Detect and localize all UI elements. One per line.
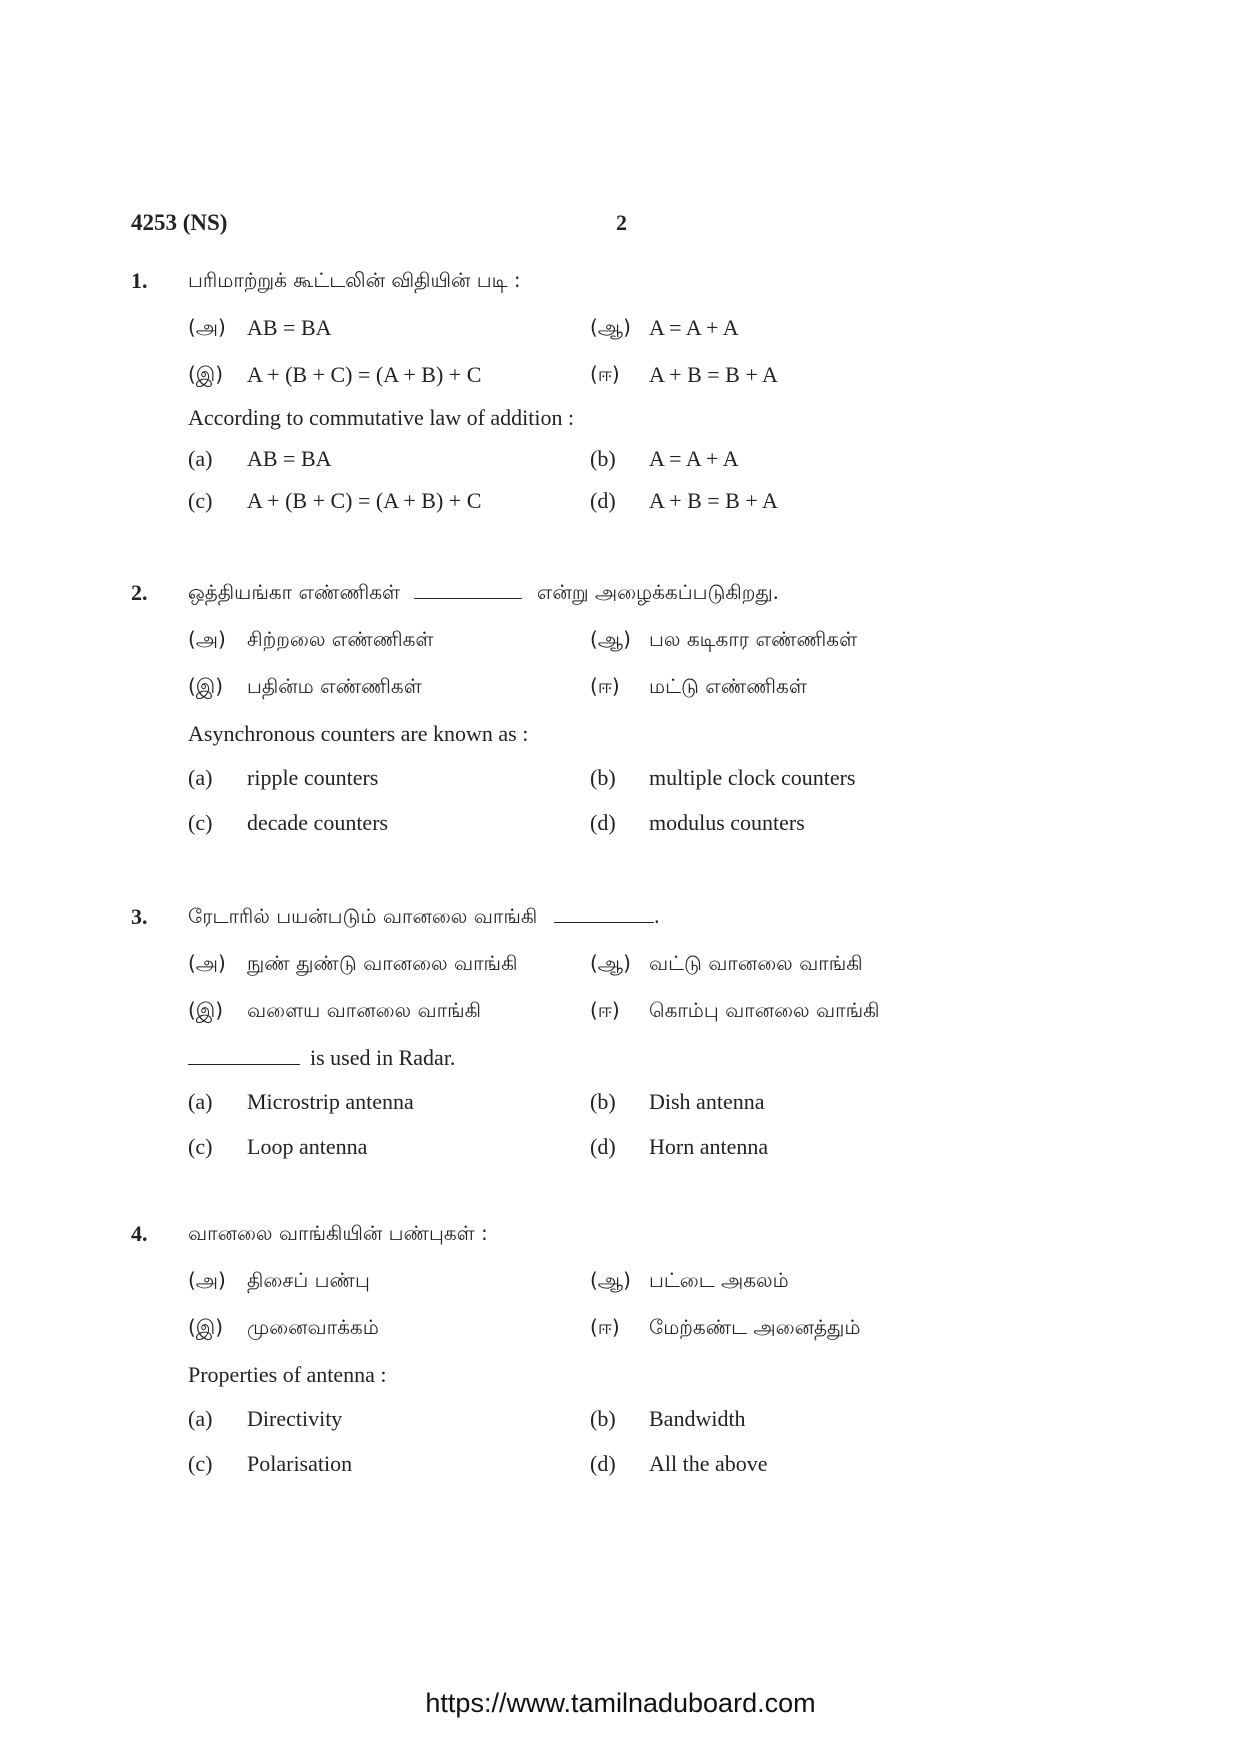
english-stem-row xyxy=(131,1045,1081,1075)
option-label: (இ) xyxy=(188,998,224,1022)
option-text: நுண் துண்டு வானலை வாங்கி xyxy=(247,951,518,975)
answer-blank xyxy=(554,921,654,923)
option-text: Bandwidth xyxy=(649,1406,746,1431)
tamil-options-row-2 xyxy=(131,1315,1081,1345)
tamil-options-row-1 xyxy=(131,627,1081,657)
english-stem-row xyxy=(131,1362,1081,1392)
option-label: (b) xyxy=(590,1089,616,1114)
option-text: A = A + A xyxy=(649,446,739,471)
option-label: (அ) xyxy=(188,951,226,975)
question-number: 3. xyxy=(131,904,148,929)
tamil-options-row-2 xyxy=(131,362,1081,392)
option-text: Polarisation xyxy=(247,1451,353,1476)
option-label: (b) xyxy=(590,765,616,790)
option-text: Horn antenna xyxy=(649,1134,769,1159)
tamil-options-row-2 xyxy=(131,674,1081,704)
question-number: 4. xyxy=(131,1221,148,1246)
page-number: 2 xyxy=(616,210,627,235)
option-text: ripple counters xyxy=(247,765,379,790)
option-label: (அ) xyxy=(188,315,226,339)
option-label: (ஈ) xyxy=(590,998,620,1022)
option-text: பதின்ம எண்ணிகள் xyxy=(247,674,422,698)
english-stem-row xyxy=(131,721,1081,751)
option-text: வளைய வானலை வாங்கி xyxy=(247,998,481,1022)
option-label: (c) xyxy=(188,1134,213,1159)
english-options-row-2 xyxy=(131,488,1081,518)
option-label: (ஆ) xyxy=(590,951,631,975)
option-label: (a) xyxy=(188,446,213,471)
answer-blank xyxy=(188,1063,300,1065)
option-text: Dish antenna xyxy=(649,1089,765,1114)
option-text: decade counters xyxy=(247,810,389,835)
option-text: A + (B + C) = (A + B) + C xyxy=(247,362,482,387)
option-text: modulus counters xyxy=(649,810,805,835)
option-label: (b) xyxy=(590,1406,616,1431)
page-header xyxy=(131,210,1110,240)
option-label: (ஈ) xyxy=(590,1315,620,1339)
tamil-stem: வானலை வாங்கியின் பண்புகள் : xyxy=(188,1221,488,1245)
tamil-stem-post: . xyxy=(653,904,660,928)
option-label: (a) xyxy=(188,765,213,790)
option-label: (ஆ) xyxy=(590,1268,631,1292)
option-label: (ஆ) xyxy=(590,315,631,339)
option-text: Microstrip antenna xyxy=(247,1089,414,1114)
option-text: பல கடிகார எண்ணிகள் xyxy=(649,627,858,651)
option-text: multiple clock counters xyxy=(649,765,856,790)
option-text: வட்டு வானலை வாங்கி xyxy=(649,951,863,975)
option-label: (c) xyxy=(188,1451,213,1476)
english-options-row-1 xyxy=(131,765,1081,795)
question-4 xyxy=(131,1221,1081,1481)
option-label: (d) xyxy=(590,1451,616,1476)
option-text: Directivity xyxy=(247,1406,343,1431)
question-1 xyxy=(131,268,1081,518)
question-2 xyxy=(131,580,1081,840)
tamil-stem-pre: ஒத்தியங்கா எண்ணிகள் xyxy=(188,580,401,604)
option-label: (a) xyxy=(188,1089,213,1114)
english-options-row-2 xyxy=(131,1134,1081,1164)
tamil-options-row-1 xyxy=(131,1268,1081,1298)
question-number: 1. xyxy=(131,268,148,293)
option-text: பட்டை அகலம் xyxy=(649,1268,789,1292)
option-label: (அ) xyxy=(188,1268,226,1292)
english-stem: According to commutative law of addition : xyxy=(188,405,575,430)
tamil-options-row-2 xyxy=(131,998,1081,1028)
option-label: (b) xyxy=(590,446,616,471)
option-label: (அ) xyxy=(188,627,226,651)
question-3 xyxy=(131,904,1081,1164)
option-label: (ஆ) xyxy=(590,627,631,651)
option-label: (d) xyxy=(590,810,616,835)
paper-code: 4253 (NS) xyxy=(131,210,228,235)
option-text: AB = BA xyxy=(247,446,332,471)
english-options-row-2 xyxy=(131,1451,1081,1481)
option-text: கொம்பு வானலை வாங்கி xyxy=(649,998,880,1022)
option-text: மேற்கண்ட அனைத்தும் xyxy=(649,1315,861,1339)
option-text: AB = BA xyxy=(247,315,332,340)
english-stem: Asynchronous counters are known as : xyxy=(188,721,529,746)
option-label: (இ) xyxy=(188,674,224,698)
option-text: A + B = B + A xyxy=(649,488,778,513)
option-text: A + (B + C) = (A + B) + C xyxy=(247,488,482,513)
english-stem: Properties of antenna : xyxy=(188,1362,387,1387)
option-label: (இ) xyxy=(188,362,224,386)
english-options-row-1 xyxy=(131,446,1081,476)
tamil-stem-pre: ரேடாரில் பயன்படும் வானலை வாங்கி xyxy=(188,904,538,928)
option-label: (a) xyxy=(188,1406,213,1431)
tamil-stem-post: என்று அழைக்கப்படுகிறது. xyxy=(536,580,780,604)
option-label: (ஈ) xyxy=(590,674,620,698)
option-label: (ஈ) xyxy=(590,362,620,386)
option-text: திசைப் பண்பு xyxy=(247,1268,370,1292)
english-options-row-2 xyxy=(131,810,1081,840)
english-options-row-1 xyxy=(131,1089,1081,1119)
answer-blank xyxy=(414,597,522,599)
option-label: (c) xyxy=(188,810,213,835)
tamil-options-row-1 xyxy=(131,951,1081,981)
footer-url: https://www.tamilnaduboard.com xyxy=(425,1688,816,1718)
option-text: A + B = B + A xyxy=(649,362,778,387)
option-text: All the above xyxy=(649,1451,768,1476)
option-text: முனைவாக்கம் xyxy=(247,1315,379,1339)
option-text: மட்டு எண்ணிகள் xyxy=(649,674,807,698)
english-stem-post: is used in Radar. xyxy=(310,1045,456,1070)
option-label: (c) xyxy=(188,488,213,513)
option-text: Loop antenna xyxy=(247,1134,368,1159)
option-label: (இ) xyxy=(188,1315,224,1339)
english-options-row-1 xyxy=(131,1406,1081,1436)
tamil-stem: பரிமாற்றுக் கூட்டலின் விதியின் படி : xyxy=(188,268,521,292)
question-number: 2. xyxy=(131,580,148,605)
option-text: A = A + A xyxy=(649,315,739,340)
option-label: (d) xyxy=(590,488,616,513)
tamil-options-row-1 xyxy=(131,315,1081,345)
english-stem-row xyxy=(131,405,1081,435)
option-text: சிற்றலை எண்ணிகள் xyxy=(247,627,434,651)
option-label: (d) xyxy=(590,1134,616,1159)
